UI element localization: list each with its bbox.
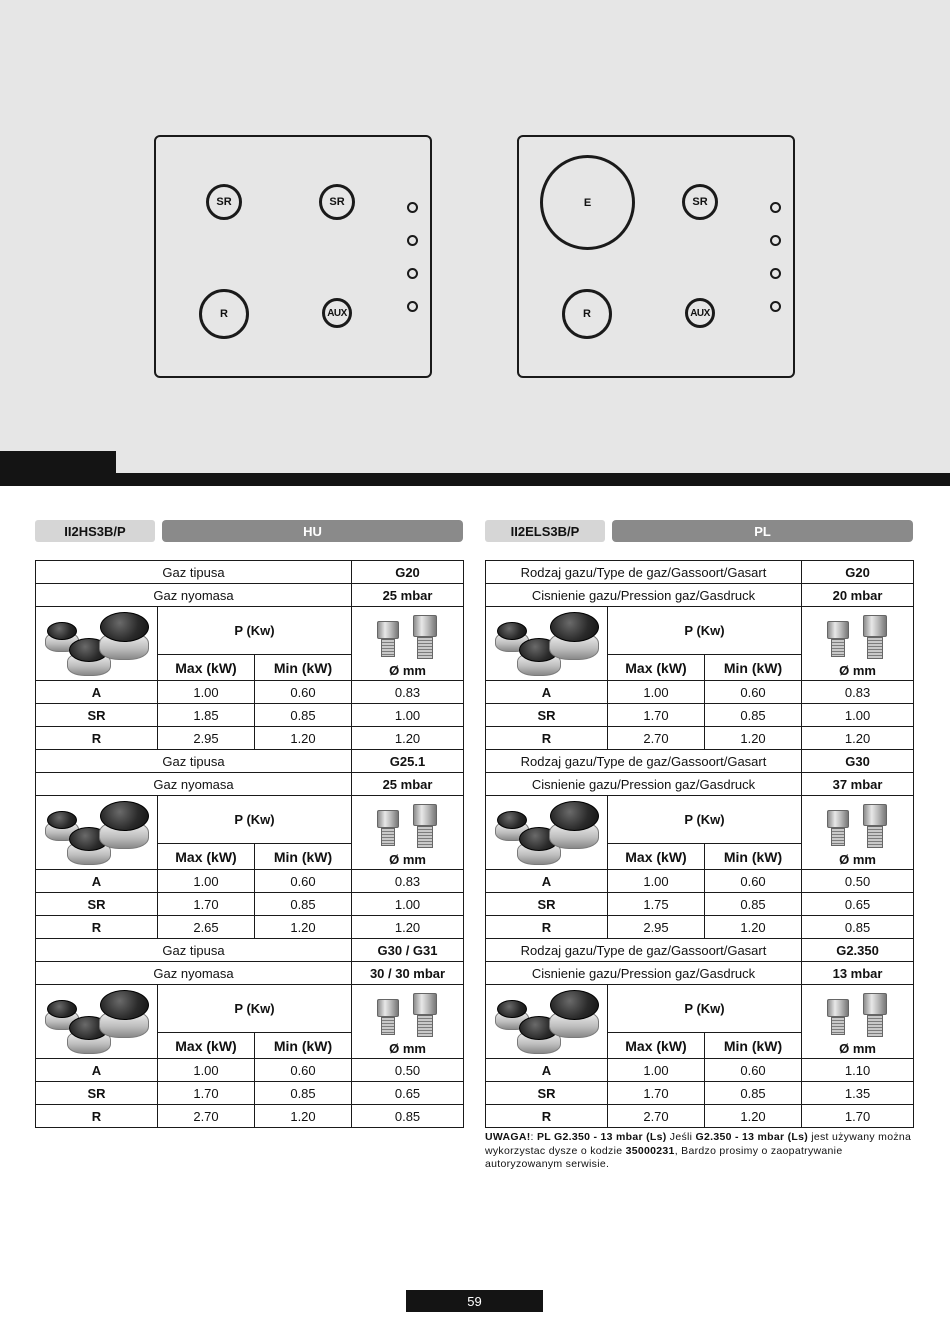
- gas-pressure-label: Cisnienie gazu/Pression gaz/Gasdruck: [486, 584, 802, 607]
- notice-bold: PL G2.350 - 13 mbar (Ls): [536, 1131, 667, 1143]
- gas-type-row: [486, 750, 914, 773]
- diameter-header: Ø mm: [389, 1041, 426, 1056]
- knob-indicator: [407, 235, 418, 246]
- max-power: 2.70: [608, 1105, 705, 1128]
- power-header: P (Kw): [158, 607, 352, 655]
- max-power: 1.75: [608, 893, 705, 916]
- table-row: [36, 727, 464, 750]
- power-header-row: [36, 607, 464, 655]
- diameter-header-cell: [352, 607, 464, 681]
- burner-caps-image: [491, 799, 603, 867]
- burner-sr: SR: [206, 184, 242, 220]
- nozzles-image: [813, 993, 903, 1041]
- warning-notice: [485, 1131, 915, 1172]
- gas-type-row: [36, 561, 464, 584]
- gas-type-value: G20: [352, 561, 464, 584]
- gas-table-hu: [35, 560, 464, 1128]
- nozzles-image: [363, 993, 453, 1041]
- power-header: P (Kw): [158, 985, 352, 1033]
- power-header-row: [486, 607, 914, 655]
- max-power: 1.70: [158, 1082, 255, 1105]
- nozzle-diameter: 0.65: [352, 1082, 464, 1105]
- gas-pressure-value: 37 mbar: [802, 773, 914, 796]
- burner-name: SR: [486, 1082, 608, 1105]
- notice-text: jest używany można wykorzystac dysze o kodzie: [485, 1131, 912, 1157]
- notice-nozzle-code: 35000231: [625, 1144, 675, 1157]
- burner-name: R: [486, 1105, 608, 1128]
- min-header: Min (kW): [255, 1033, 352, 1059]
- max-power: 1.00: [158, 1059, 255, 1082]
- burner-name: R: [36, 1105, 158, 1128]
- burner-caps-image: [41, 799, 153, 867]
- burner-image-cell: [486, 985, 608, 1059]
- category-code: II2ELS3B/P: [485, 520, 605, 542]
- burner-r: R: [562, 289, 612, 339]
- min-power: 1.20: [255, 1105, 352, 1128]
- gas-pressure-label: Cisnienie gazu/Pression gaz/Gasdruck: [486, 773, 802, 796]
- gas-pressure-value: 30 / 30 mbar: [352, 962, 464, 985]
- knob-indicator: [770, 202, 781, 213]
- table-row: [36, 1059, 464, 1082]
- burner-image-cell: [36, 985, 158, 1059]
- burner-sr: SR: [319, 184, 355, 220]
- burner-name: A: [486, 681, 608, 704]
- min-power: 0.85: [255, 704, 352, 727]
- gas-pressure-value: 13 mbar: [802, 962, 914, 985]
- diameter-header: Ø mm: [389, 852, 426, 867]
- max-power: 1.00: [158, 681, 255, 704]
- gas-pressure-value: 25 mbar: [352, 584, 464, 607]
- gas-type-value: G2.350: [802, 939, 914, 962]
- band-tab: [0, 451, 116, 475]
- power-header-row: [486, 796, 914, 844]
- gas-type-value: G30 / G31: [352, 939, 464, 962]
- gas-type-row: [36, 939, 464, 962]
- gas-type-label: Gaz tipusa: [36, 561, 352, 584]
- table-row: [486, 1082, 914, 1105]
- table-row: [486, 681, 914, 704]
- burner-r: R: [199, 289, 249, 339]
- max-header: Max (kW): [608, 844, 705, 870]
- min-power: 1.20: [255, 916, 352, 939]
- nozzle-diameter: 0.50: [352, 1059, 464, 1082]
- gas-table-pl: [485, 560, 914, 1128]
- min-power: 0.85: [705, 1082, 802, 1105]
- max-power: 1.00: [608, 681, 705, 704]
- burner-image-cell: [36, 607, 158, 681]
- diameter-header: Ø mm: [839, 663, 876, 678]
- nozzle-diameter: 0.65: [802, 893, 914, 916]
- min-header: Min (kW): [255, 844, 352, 870]
- min-power: 0.60: [255, 870, 352, 893]
- max-power: 2.95: [608, 916, 705, 939]
- burner-name: SR: [486, 893, 608, 916]
- knob-indicator: [770, 301, 781, 312]
- burner-name: A: [486, 1059, 608, 1082]
- gas-type-row: [36, 750, 464, 773]
- gas-pressure-label: Gaz nyomasa: [36, 584, 352, 607]
- max-header: Max (kW): [608, 655, 705, 681]
- nozzle-diameter: 1.10: [802, 1059, 914, 1082]
- burner-aux: AUX: [322, 298, 352, 328]
- burner-name: R: [486, 916, 608, 939]
- nozzle-diameter: 1.20: [802, 727, 914, 750]
- max-power: 2.95: [158, 727, 255, 750]
- gas-type-value: G25.1: [352, 750, 464, 773]
- gas-pressure-row: [36, 584, 464, 607]
- gas-pressure-row: [486, 773, 914, 796]
- burner-image-cell: [486, 796, 608, 870]
- nozzles-image: [363, 615, 453, 663]
- burner-name: R: [36, 916, 158, 939]
- min-power: 0.60: [255, 1059, 352, 1082]
- gas-pressure-label: Gaz nyomasa: [36, 773, 352, 796]
- nozzle-diameter: 0.83: [352, 870, 464, 893]
- nozzle-diameter: 1.35: [802, 1082, 914, 1105]
- min-power: 1.20: [255, 727, 352, 750]
- min-header: Min (kW): [705, 655, 802, 681]
- max-header: Max (kW): [158, 844, 255, 870]
- knob-indicator: [407, 268, 418, 279]
- max-power: 1.85: [158, 704, 255, 727]
- diameter-header-cell: [352, 985, 464, 1059]
- min-power: 0.85: [255, 1082, 352, 1105]
- hob-diagram-left: [154, 135, 432, 378]
- gas-type-value: G20: [802, 561, 914, 584]
- power-header-row: [486, 985, 914, 1033]
- max-header: Max (kW): [158, 1033, 255, 1059]
- max-power: 2.70: [608, 727, 705, 750]
- power-header: P (Kw): [608, 985, 802, 1033]
- nozzle-diameter: 0.83: [802, 681, 914, 704]
- diameter-header-cell: [802, 985, 914, 1059]
- burner-aux: AUX: [685, 298, 715, 328]
- min-power: 0.60: [705, 681, 802, 704]
- min-power: 1.20: [705, 1105, 802, 1128]
- table-row: [486, 704, 914, 727]
- burner-sr: SR: [682, 184, 718, 220]
- gas-type-label: Gaz tipusa: [36, 750, 352, 773]
- min-power: 1.20: [705, 727, 802, 750]
- burner-name: R: [36, 727, 158, 750]
- min-power: 0.60: [705, 1059, 802, 1082]
- burner-name: SR: [36, 704, 158, 727]
- table-row: [36, 1105, 464, 1128]
- burner-caps-image: [41, 988, 153, 1056]
- power-header-row: [36, 985, 464, 1033]
- max-header: Max (kW): [158, 655, 255, 681]
- diameter-header: Ø mm: [389, 663, 426, 678]
- min-power: 0.60: [255, 681, 352, 704]
- table-row: [36, 870, 464, 893]
- nozzles-image: [813, 804, 903, 852]
- power-header: P (Kw): [608, 607, 802, 655]
- diameter-header: Ø mm: [839, 852, 876, 867]
- country-code: PL: [612, 520, 913, 542]
- diameter-header-cell: [802, 607, 914, 681]
- table-row: [486, 916, 914, 939]
- page-number: 59: [406, 1290, 543, 1312]
- nozzle-diameter: 1.20: [352, 727, 464, 750]
- nozzle-diameter: 0.83: [352, 681, 464, 704]
- burner-name: SR: [486, 704, 608, 727]
- nozzle-diameter: 0.50: [802, 870, 914, 893]
- gas-pressure-row: [486, 962, 914, 985]
- burner-name: A: [36, 870, 158, 893]
- burner-name: SR: [36, 893, 158, 916]
- table-row: [486, 870, 914, 893]
- notice-text: , Bardzo prosimy o zaopatrywanie autoryzowanym serwisie.: [485, 1144, 843, 1170]
- power-header: P (Kw): [158, 796, 352, 844]
- nozzle-diameter: 1.00: [802, 704, 914, 727]
- notice-text: Jeśli: [666, 1131, 696, 1143]
- gas-type-value: G30: [802, 750, 914, 773]
- table-row: [36, 681, 464, 704]
- power-header-row: [36, 796, 464, 844]
- gas-type-label: Gaz tipusa: [36, 939, 352, 962]
- table-row: [36, 893, 464, 916]
- gas-type-label: Rodzaj gazu/Type de gaz/Gassoort/Gasart: [486, 750, 802, 773]
- knob-indicator: [407, 301, 418, 312]
- nozzle-diameter: 0.85: [802, 916, 914, 939]
- max-power: 1.70: [158, 893, 255, 916]
- table-row: [36, 1082, 464, 1105]
- band-rule: [0, 473, 950, 486]
- gas-type-row: [486, 561, 914, 584]
- max-power: 1.00: [608, 870, 705, 893]
- gas-pressure-value: 20 mbar: [802, 584, 914, 607]
- gas-pressure-row: [36, 962, 464, 985]
- diagram-band: [0, 0, 950, 486]
- nozzle-diameter: 0.85: [352, 1105, 464, 1128]
- table-row: [36, 704, 464, 727]
- min-header: Min (kW): [705, 1033, 802, 1059]
- min-power: 0.85: [705, 704, 802, 727]
- burner-name: A: [36, 1059, 158, 1082]
- burner-caps-image: [491, 988, 603, 1056]
- nozzles-image: [813, 615, 903, 663]
- min-header: Min (kW): [255, 655, 352, 681]
- table-row: [486, 1105, 914, 1128]
- nozzle-diameter: 1.70: [802, 1105, 914, 1128]
- diameter-header-cell: [352, 796, 464, 870]
- gas-pressure-label: Cisnienie gazu/Pression gaz/Gasdruck: [486, 962, 802, 985]
- power-header: P (Kw): [608, 796, 802, 844]
- table-row: [486, 1059, 914, 1082]
- min-power: 1.20: [705, 916, 802, 939]
- knob-indicator: [770, 235, 781, 246]
- min-power: 0.85: [255, 893, 352, 916]
- burner-caps-image: [491, 610, 603, 678]
- table-row: [486, 893, 914, 916]
- burner-name: SR: [36, 1082, 158, 1105]
- nozzles-image: [363, 804, 453, 852]
- knob-indicator: [407, 202, 418, 213]
- table-row: [486, 727, 914, 750]
- gas-type-label: Rodzaj gazu/Type de gaz/Gassoort/Gasart: [486, 939, 802, 962]
- gas-pressure-label: Gaz nyomasa: [36, 962, 352, 985]
- burner-name: A: [36, 681, 158, 704]
- gas-pressure-row: [486, 584, 914, 607]
- max-power: 1.70: [608, 704, 705, 727]
- burner-name: A: [486, 870, 608, 893]
- gas-type-label: Rodzaj gazu/Type de gaz/Gassoort/Gasart: [486, 561, 802, 584]
- max-power: 1.00: [158, 870, 255, 893]
- notice-bold: G2.350 - 13 mbar (Ls): [695, 1131, 809, 1143]
- category-code: II2HS3B/P: [35, 520, 155, 542]
- max-power: 1.00: [608, 1059, 705, 1082]
- country-code: HU: [162, 520, 463, 542]
- nozzle-diameter: 1.00: [352, 704, 464, 727]
- notice-prefix: UWAGA!: [485, 1131, 531, 1143]
- diameter-header-cell: [802, 796, 914, 870]
- burner-caps-image: [41, 610, 153, 678]
- gas-type-row: [486, 939, 914, 962]
- table-row: [36, 916, 464, 939]
- burner-image-cell: [36, 796, 158, 870]
- nozzle-diameter: 1.00: [352, 893, 464, 916]
- nozzle-diameter: 1.20: [352, 916, 464, 939]
- diameter-header: Ø mm: [839, 1041, 876, 1056]
- notice-sep: :: [530, 1131, 537, 1143]
- max-power: 2.70: [158, 1105, 255, 1128]
- max-power: 2.65: [158, 916, 255, 939]
- min-power: 0.85: [705, 893, 802, 916]
- burner-name: R: [486, 727, 608, 750]
- min-power: 0.60: [705, 870, 802, 893]
- gas-pressure-row: [36, 773, 464, 796]
- knob-indicator: [770, 268, 781, 279]
- burner-e: E: [540, 155, 635, 250]
- burner-image-cell: [486, 607, 608, 681]
- hob-diagram-right: [517, 135, 795, 378]
- min-header: Min (kW): [705, 844, 802, 870]
- max-header: Max (kW): [608, 1033, 705, 1059]
- gas-pressure-value: 25 mbar: [352, 773, 464, 796]
- max-power: 1.70: [608, 1082, 705, 1105]
